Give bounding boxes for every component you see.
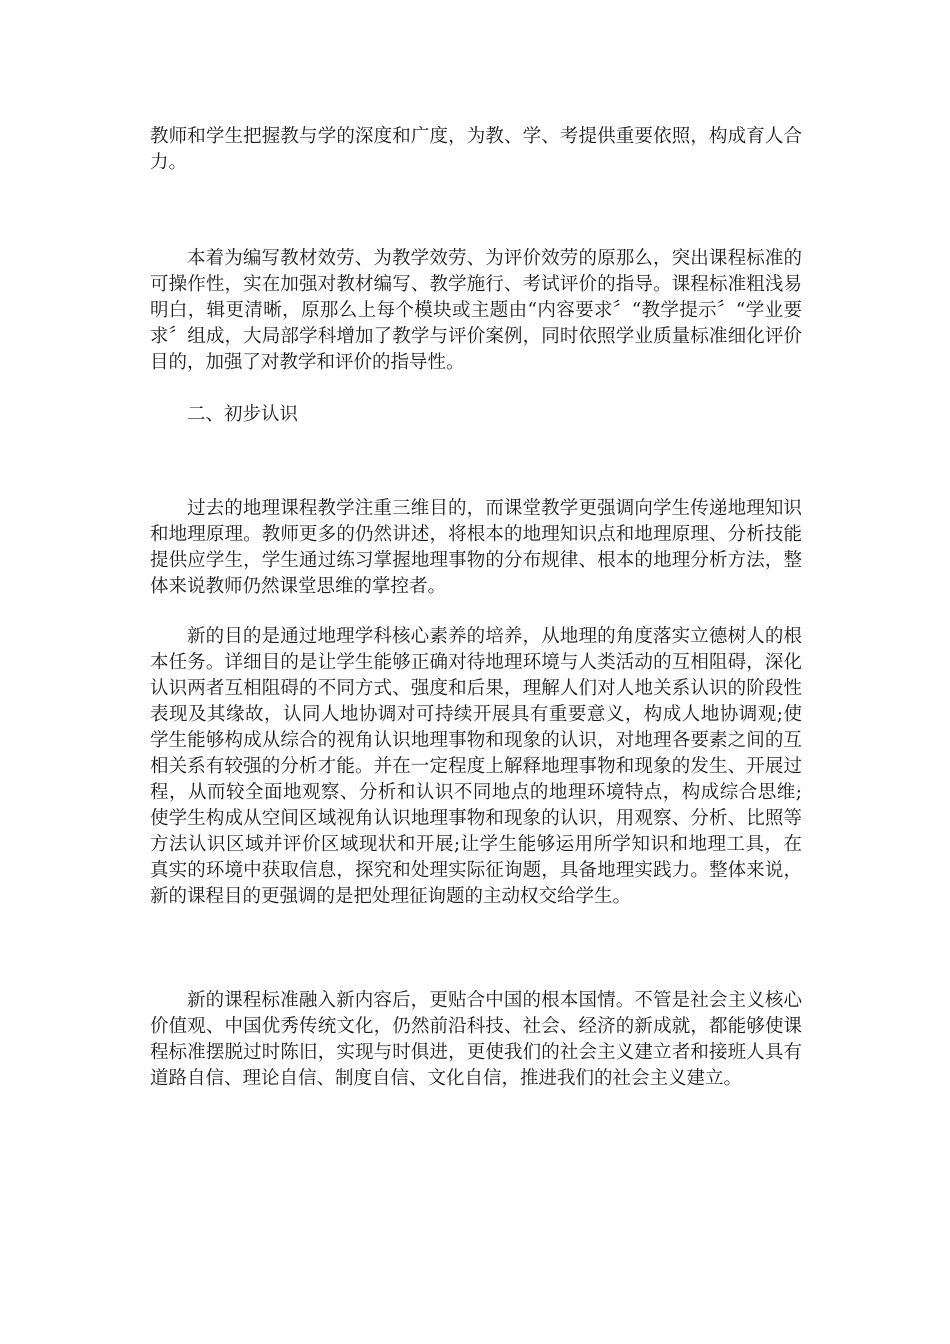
paragraph-continuation: 教师和学生把握教与学的深度和广度，为教、学、考提供重要依照，构成育人合力。 [150,126,802,173]
paragraph-curriculum-principles: 本着为编写教材效劳、为教学效劳、为评价效劳的原那么，突出课程标准的可操作性，实在加强对教材编写、教学施行、考试评价的指导。课程标准粗浅易明白，辑更清晰，原那么上每个模块或主题由“内容要求〞“教学提示〞“学业要求〞组成，大局部学科增加了教学与评价案例，同时依照学业质量标准细化评价目的，加强了对教学和评价的指导性。 [150,248,802,373]
paragraph-new-standards: 新的课程标准融入新内容后，更贴合中国的根本国情。不管是社会主义核心价值观、中国优秀传统文化，仍然前沿科技、社会、经济的新成就，都能够使课程标准摆脱过时陈旧，实现与时俱进，更使我们的社会主义建立者和接班人具有道路自信、理论自信、制度自信、文化自信，推进我们的社会主义建立。 [150,990,802,1089]
paragraph-past-teaching: 过去的地理课程教学注重三维目的，而课堂教学更强调向学生传递地理知识和地理原理。教师更多的仍然讲述，将根本的地理知识点和地理原理、分析技能提供应学生，学生通过练习掌握地理事物的分布规律、根本的地理分析方法，整体来说教师仍然课堂思维的掌控者。 [150,498,802,597]
paragraph-new-goals: 新的目的是通过地理学科核心素养的培养，从地理的角度落实立德树人的根本任务。详细目的是让学生能够正确对待地理环境与人类活动的互相阻碍，深化认识两者互相阻碍的不同方式、强度和后果，理解人们对人地关系认识的阶段性表现及其缘故，认同人地协调对可持续开展具有重要意义，构成人地协调观;使学生能够构成从综合的视角认识地理事物和现象的认识，对地理各要素之间的互相关系有较强的分析才能。并在一定程度上解释地理事物和现象的发生、开展过程，从而较全面地观察、分析和认识不同地点的地理环境特点，构成综合思维;使学生构成从空间区域视角认识地理事物和现象的认识，用观察、分析、比照等方法认识区域并评价区域现状和开展;让学生能够运用所学知识和地理工具，在真实的环境中获取信息，探究和处理实际征询题，具备地理实践力。整体来说，新的课程目的更强调的是把处理征询题的主动权交给学生。 [150,626,802,907]
section-heading: 二、初步认识 [187,404,299,425]
